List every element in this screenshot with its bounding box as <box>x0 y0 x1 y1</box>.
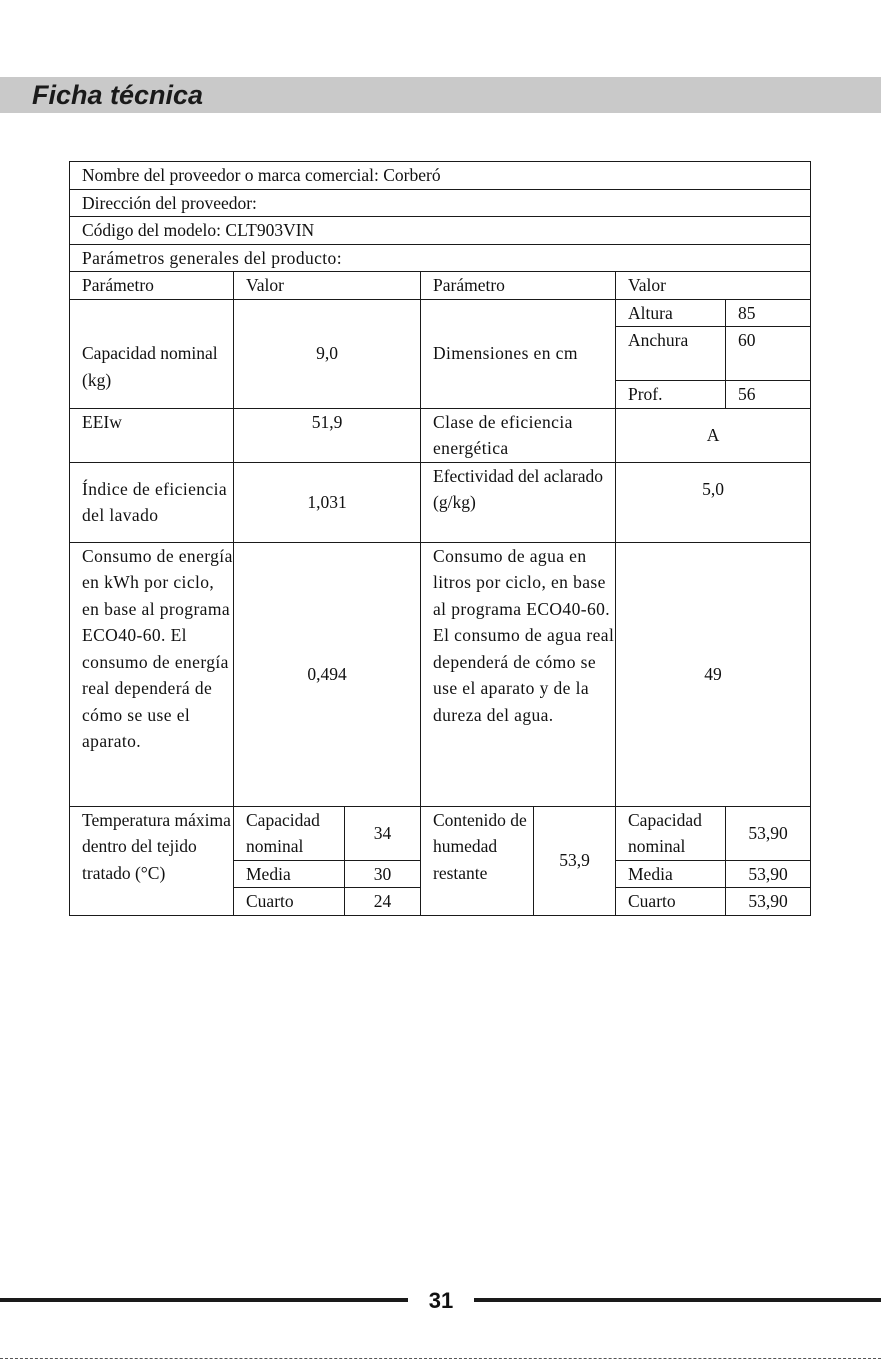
energy-consumption-label: Consumo de energía en kWh por ciclo, en base al programa ECO40-60. El consumo de energía real dependerá de cómo se use el aparato. <box>70 542 234 806</box>
moist-quarter-value: 53,90 <box>726 888 811 916</box>
temp-half-value: 30 <box>345 860 421 888</box>
temp-rated-label: Capacidad nominal <box>234 806 345 860</box>
moist-half-label: Media <box>616 860 726 888</box>
page-footer <box>0 1286 881 1316</box>
col-header-param-1: Parámetro <box>70 272 234 300</box>
depth-value: 56 <box>726 381 811 409</box>
width-label: Anchura <box>616 327 726 381</box>
energy-class-label: Clase de eficiencia energética <box>421 408 616 462</box>
temp-quarter-label: Cuarto <box>234 888 345 916</box>
temp-rated-value: 34 <box>345 806 421 860</box>
energy-consumption-value: 0,494 <box>234 542 421 806</box>
moisture-label: Contenido de humedad restante <box>421 806 534 915</box>
eeiw-label: EEIw <box>70 408 234 462</box>
spec-table <box>69 161 811 916</box>
page-number: 31 <box>428 1288 454 1313</box>
moist-quarter-label: Cuarto <box>616 888 726 916</box>
dimensions-label: Dimensiones en cm <box>421 299 616 408</box>
model-code: Código del modelo: CLT903VIN <box>70 217 811 245</box>
eeiw-value: 51,9 <box>234 408 421 462</box>
wash-index-value: 1,031 <box>234 462 421 542</box>
moist-rated-label: Capacidad nominal <box>616 806 726 860</box>
col-header-value-2: Valor <box>616 272 811 300</box>
supplier-name: Nombre del proveedor o marca comercial: Corberó <box>70 162 811 190</box>
temperature-label: Temperatura máxima dentro del tejido tratado (°C) <box>70 806 234 915</box>
width-value: 60 <box>726 327 811 381</box>
footer-rule-right <box>474 1298 881 1302</box>
temp-quarter-value: 24 <box>345 888 421 916</box>
rinse-value: 5,0 <box>616 462 811 542</box>
general-params-heading: Parámetros generales del producto: <box>70 244 811 272</box>
supplier-address: Dirección del proveedor: <box>70 189 811 217</box>
rinse-label: Efectividad del aclarado (g/kg) <box>421 462 616 542</box>
wash-index-label: Índice de eficiencia del lavado <box>70 462 234 542</box>
energy-class-value: A <box>616 408 811 462</box>
moist-half-value: 53,90 <box>726 860 811 888</box>
col-header-param-2: Parámetro <box>421 272 616 300</box>
temp-half-label: Media <box>234 860 345 888</box>
moisture-value: 53,9 <box>534 806 616 915</box>
water-consumption-value: 49 <box>616 542 811 806</box>
moist-rated-value: 53,90 <box>726 806 811 860</box>
capacity-value: 9,0 <box>234 299 421 408</box>
height-value: 85 <box>726 299 811 327</box>
page-title: Ficha técnica <box>32 80 204 110</box>
height-label: Altura <box>616 299 726 327</box>
footer-rule-left <box>0 1298 408 1302</box>
section-header-bar <box>0 77 881 113</box>
capacity-label: Capacidad nominal (kg) <box>70 299 234 408</box>
col-header-value-1: Valor <box>234 272 421 300</box>
page-bottom-edge <box>0 1358 881 1360</box>
depth-label: Prof. <box>616 381 726 409</box>
water-consumption-label: Consumo de agua en litros por ciclo, en base al programa ECO40-60. El consumo de agua real dependerá de cómo se use el aparato y de la dureza del agua. <box>421 542 616 806</box>
